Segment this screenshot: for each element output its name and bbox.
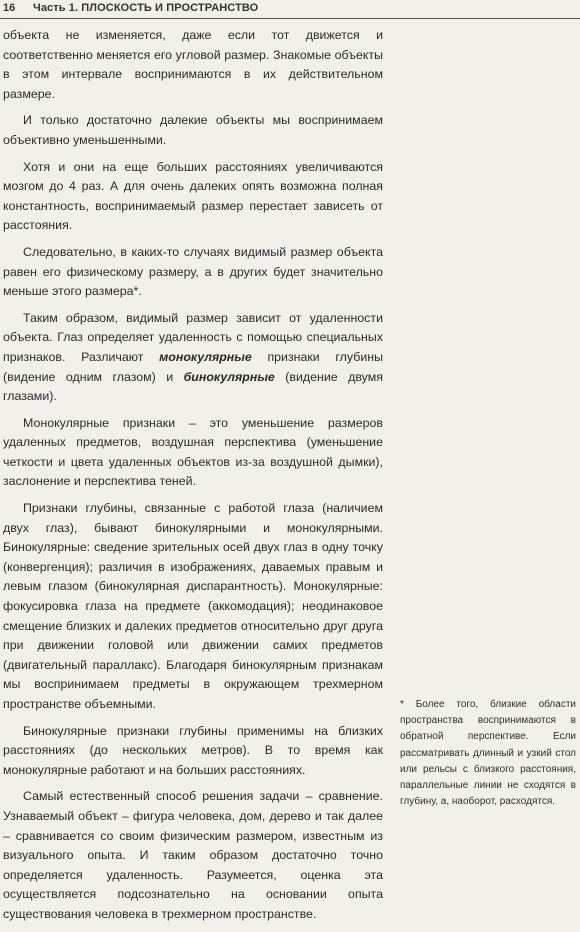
paragraph-5-text-c: (видение двумя глазами).	[3, 369, 383, 404]
header-rule	[0, 18, 580, 19]
term-monocular: монокулярные	[159, 349, 252, 364]
main-text-column	[3, 26, 383, 932]
paragraph-9: Самый естественный способ решения задачи – сравнение. Узнаваемый объект – фигура человека, дом, дерево и так далее – сравнивается со своим физическим размером, известным из визуального опыта. И таким образом достаточно точно определяется удаленность. Разумеется, оценка эта осуществляется подсознательно на основании опыта существования человека в трехмерном пространстве.	[3, 789, 383, 921]
paragraph-4: Следовательно, в каких-то случаях видимый размер объекта равен его физическому размеру, а в других будет значительно меньше этого размера*.	[3, 244, 383, 299]
paragraph-5-text-b: признаки глубины (видение одним глазом) и	[3, 349, 383, 384]
paragraph-2: И только достаточно далекие объекты мы воспринимаем объективно уменьшенными.	[3, 113, 383, 147]
paragraph-3: Хотя и они на еще больших расстояниях увеличиваются мозгом до 4 раз. А для очень далеких опять возможна полная константность, воспринимаемый размер перестает зависеть от расстояния.	[3, 159, 383, 233]
paragraph-8: Бинокулярные признаки глубины применимы на близких расстояниях (до нескольких метров). В то время как монокулярные работают и на больших расстояниях.	[3, 723, 383, 777]
term-binocular: бинокулярные	[183, 369, 275, 384]
page-number: 16	[3, 2, 16, 14]
running-title: Часть 1. ПЛОСКОСТЬ И ПРОСТРАНСТВО	[33, 2, 259, 14]
page-header	[0, 0, 580, 22]
paragraph-7: Признаки глубины, связанные с работой глаза (наличием двух глаз), бывают бинокулярными и монокулярными. Бинокулярные: сведение зрительных осей двух глаз в одну точку (конвергенция); различия в изображениях, даваемых правым и левым глазом (бинокулярная диспарантность). Монокулярные: фокусировка глаза на предмете (аккомодация); неодинаковое смещение близких и далеких предметов относительно друг друга при движении головой или движении самих предметов (двигательный параллакс). Благодаря бинокулярным признакам мы воспринимаем предметы в окружающем трехмерном пространстве объемными.	[3, 501, 383, 711]
paragraph-5	[3, 309, 383, 407]
paragraph-6: Монокулярные признаки – это уменьшение размеров удаленных предметов, воздушная перспектива (уменьшение четкости и цвета удаленных объектов из-за воздушной дымки), заслонение и перспектива теней.	[3, 415, 383, 489]
paragraph-1: объекта не изменяется, даже если тот движется и соответственно меняется его угловой размер. Знакомые объекты в этом интервале воспринимаются в их действительном размере.	[3, 28, 383, 101]
paragraph-5-text-a: Таким образом, видимый размер зависит от удаленности объекта. Глаз определяет удаленность с помощью специальных признаков. Различают	[3, 310, 383, 364]
footnote: * Более того, близкие области пространства воспринимаются в обратной перспективе. Если рассматривать длинный и узкий стол или рельсы с близкого расстояния, параллельные линии не сходятся в глубину, а, наоборот, расходятся.	[400, 699, 576, 808]
